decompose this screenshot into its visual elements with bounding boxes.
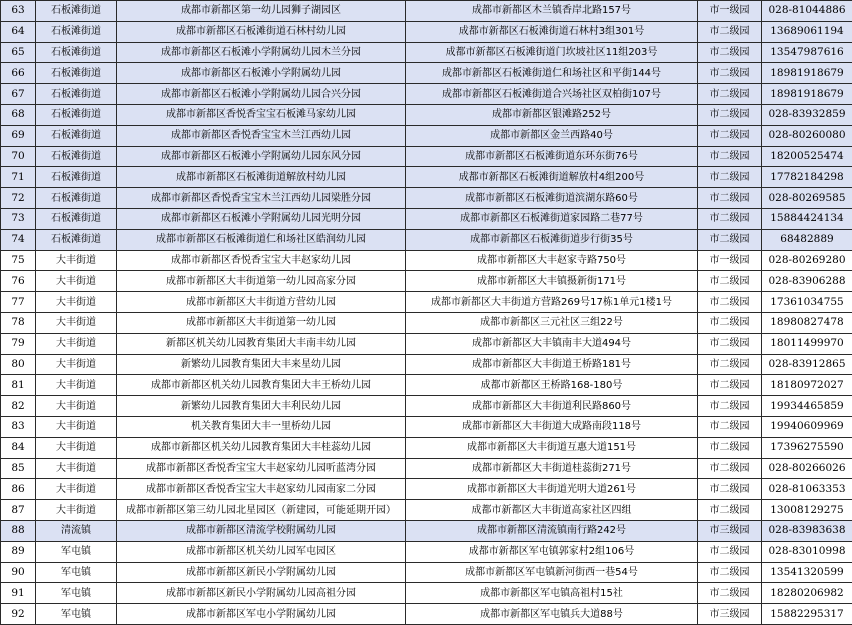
cell-street: 石板滩街道 [36,42,117,63]
cell-level: 市二级园 [698,167,762,188]
cell-address: 成都市新都区大丰镇摄新街171号 [406,271,698,292]
cell-street: 石板滩街道 [36,104,117,125]
cell-level: 市一级园 [698,250,762,271]
cell-number: 71 [1,167,36,188]
cell-address: 成都市新都区木兰镇香岸北路157号 [406,1,698,22]
cell-phone: 028-81063353 [762,479,852,500]
cell-address: 成都市新都区石板滩街道东环东街76号 [406,146,698,167]
cell-address: 成都市新都区军屯镇郭家村2组106号 [406,541,698,562]
cell-number: 70 [1,146,36,167]
cell-number: 89 [1,541,36,562]
cell-number: 87 [1,500,36,521]
cell-street: 大丰街道 [36,437,117,458]
cell-kindergarten-name: 成都市新都区石板滩小学附属幼儿园光明分园 [117,208,406,229]
cell-street: 石板滩街道 [36,188,117,209]
cell-kindergarten-name: 成都市新都区香悦香宝宝木兰江西幼儿园 [117,125,406,146]
cell-kindergarten-name: 机关教育集团大丰一里桥幼儿园 [117,416,406,437]
cell-address: 成都市新都区大丰街道方营路269号17栋1单元1楼1号 [406,292,698,313]
cell-phone: 028-83912865 [762,354,852,375]
cell-phone: 028-83906288 [762,271,852,292]
table-row [1,125,852,146]
cell-kindergarten-name: 成都市新都区大丰街道第一幼儿园高家分园 [117,271,406,292]
table-row [1,63,852,84]
table-row [1,84,852,105]
cell-phone: 17396275590 [762,437,852,458]
cell-number: 67 [1,84,36,105]
cell-number: 77 [1,292,36,313]
cell-number: 80 [1,354,36,375]
cell-number: 90 [1,562,36,583]
cell-address: 成都市新都区石板滩街道仁和场社区和平街144号 [406,63,698,84]
table-row [1,562,852,583]
table-row [1,437,852,458]
cell-phone: 13689061194 [762,21,852,42]
cell-kindergarten-name: 成都市新都区香悦香宝宝木兰江西幼儿园梁胜分园 [117,188,406,209]
cell-level: 市二级园 [698,416,762,437]
cell-level: 市二级园 [698,208,762,229]
cell-address: 成都市新都区大丰街道光明大道261号 [406,479,698,500]
cell-phone: 028-80269280 [762,250,852,271]
cell-level: 市二级园 [698,21,762,42]
cell-level: 市二级园 [698,375,762,396]
cell-street: 大丰街道 [36,479,117,500]
cell-street: 军屯镇 [36,583,117,604]
cell-level: 市二级园 [698,271,762,292]
cell-level: 市一级园 [698,1,762,22]
cell-kindergarten-name: 新都区机关幼儿园教育集团大丰南丰幼儿园 [117,333,406,354]
cell-address: 成都市新都区银滩路252号 [406,104,698,125]
table-row [1,42,852,63]
cell-phone: 18280206982 [762,583,852,604]
cell-number: 76 [1,271,36,292]
table-row [1,229,852,250]
cell-address: 成都市新都区金兰西路40号 [406,125,698,146]
cell-level: 市二级园 [698,541,762,562]
cell-kindergarten-name: 成都市新都区机关幼儿园军屯园区 [117,541,406,562]
cell-phone: 18980827478 [762,312,852,333]
cell-street: 军屯镇 [36,604,117,625]
cell-number: 72 [1,188,36,209]
cell-street: 大丰街道 [36,292,117,313]
cell-street: 大丰街道 [36,271,117,292]
cell-phone: 028-81044886 [762,1,852,22]
cell-number: 92 [1,604,36,625]
table-row [1,354,852,375]
cell-street: 大丰街道 [36,333,117,354]
cell-address: 成都市新都区石板滩街道家园路二巷77号 [406,208,698,229]
cell-phone: 68482889 [762,229,852,250]
cell-level: 市二级园 [698,583,762,604]
cell-number: 63 [1,1,36,22]
cell-street: 大丰街道 [36,250,117,271]
cell-kindergarten-name: 成都市新都区大丰街道方营幼儿园 [117,292,406,313]
cell-phone: 028-80269585 [762,188,852,209]
cell-level: 市二级园 [698,146,762,167]
cell-kindergarten-name: 成都市新都区石板滩小学附属幼儿园 [117,63,406,84]
cell-level: 市二级园 [698,104,762,125]
cell-kindergarten-name: 成都市新都区石板滩小学附属幼儿园合兴分园 [117,84,406,105]
table-row [1,1,852,22]
table-row [1,604,852,625]
cell-number: 69 [1,125,36,146]
cell-street: 大丰街道 [36,312,117,333]
cell-level: 市二级园 [698,500,762,521]
cell-kindergarten-name: 成都市新都区新民小学附属幼儿园 [117,562,406,583]
cell-kindergarten-name: 成都市新都区石板滩街道仁和场社区皓润幼儿园 [117,229,406,250]
cell-address: 成都市新都区石板滩街道滨湖东路60号 [406,188,698,209]
table-row [1,396,852,417]
cell-kindergarten-name: 成都市新都区军屯小学附属幼儿园 [117,604,406,625]
cell-street: 石板滩街道 [36,125,117,146]
cell-address: 成都市新都区石板滩街道解放村4组200号 [406,167,698,188]
cell-kindergarten-name: 成都市新都区香悦香宝宝大丰赵家幼儿园南家二分园 [117,479,406,500]
cell-kindergarten-name: 新繁幼儿园教育集团大丰来星幼儿园 [117,354,406,375]
cell-number: 91 [1,583,36,604]
cell-address: 成都市新都区石板滩街道合兴场社区双柏街107号 [406,84,698,105]
cell-address: 成都市新都区清流镇南行路242号 [406,520,698,541]
cell-address: 成都市新都区大丰街道王桥路181号 [406,354,698,375]
cell-level: 市二级园 [698,437,762,458]
cell-number: 83 [1,416,36,437]
cell-address: 成都市新都区三元社区三组22号 [406,312,698,333]
cell-street: 大丰街道 [36,500,117,521]
cell-address: 成都市新都区军屯镇兵大道88号 [406,604,698,625]
cell-kindergarten-name: 新繁幼儿园教育集团大丰利民幼儿园 [117,396,406,417]
cell-address: 成都市新都区军屯镇高祖村15社 [406,583,698,604]
table-row [1,250,852,271]
cell-address: 成都市新都区大丰街道桂蕊街271号 [406,458,698,479]
cell-street: 石板滩街道 [36,84,117,105]
cell-kindergarten-name: 成都市新都区石板滩小学附属幼儿园东风分园 [117,146,406,167]
cell-street: 大丰街道 [36,354,117,375]
cell-street: 大丰街道 [36,375,117,396]
cell-street: 军屯镇 [36,541,117,562]
cell-kindergarten-name: 成都市新都区石板滩小学附属幼儿园木兰分园 [117,42,406,63]
cell-address: 成都市新都区大丰街道互惠大道151号 [406,437,698,458]
table-row [1,541,852,562]
cell-level: 市二级园 [698,333,762,354]
cell-number: 78 [1,312,36,333]
cell-number: 73 [1,208,36,229]
cell-kindergarten-name: 成都市新都区第一幼儿园狮子湖园区 [117,1,406,22]
cell-phone: 18981918679 [762,84,852,105]
cell-kindergarten-name: 成都市新都区石板滩街道石林村幼儿园 [117,21,406,42]
cell-level: 市二级园 [698,312,762,333]
table-row [1,146,852,167]
cell-phone: 15882295317 [762,604,852,625]
cell-level: 市二级园 [698,396,762,417]
cell-number: 79 [1,333,36,354]
cell-phone: 15884424134 [762,208,852,229]
cell-level: 市二级园 [698,292,762,313]
cell-number: 86 [1,479,36,500]
cell-number: 88 [1,520,36,541]
cell-level: 市二级园 [698,42,762,63]
cell-street: 大丰街道 [36,458,117,479]
table-row [1,458,852,479]
cell-phone: 13541320599 [762,562,852,583]
table-row [1,375,852,396]
cell-level: 市二级园 [698,562,762,583]
cell-number: 85 [1,458,36,479]
cell-kindergarten-name: 成都市新都区机关幼儿园教育集团大丰王桥幼儿园 [117,375,406,396]
cell-kindergarten-name: 成都市新都区香悦香宝宝石板滩马家幼儿园 [117,104,406,125]
cell-phone: 028-83010998 [762,541,852,562]
table-row [1,479,852,500]
cell-phone: 18180972027 [762,375,852,396]
table-row [1,500,852,521]
cell-kindergarten-name: 成都市新都区石板滩街道解放村幼儿园 [117,167,406,188]
cell-level: 市二级园 [698,188,762,209]
cell-kindergarten-name: 成都市新都区清流学校附属幼儿园 [117,520,406,541]
cell-address: 成都市新都区石板滩街道石林村3组301号 [406,21,698,42]
cell-kindergarten-name: 成都市新都区机关幼儿园教育集团大丰桂蕊幼儿园 [117,437,406,458]
cell-kindergarten-name: 成都市新都区第三幼儿园北星园区（新建园，可能延期开园） [117,500,406,521]
cell-street: 清流镇 [36,520,117,541]
cell-phone: 13008129275 [762,500,852,521]
cell-address: 成都市新都区大丰镇南丰大道494号 [406,333,698,354]
cell-level: 市二级园 [698,125,762,146]
cell-number: 66 [1,63,36,84]
table-row [1,292,852,313]
cell-address: 成都市新都区石板滩街道步行街35号 [406,229,698,250]
cell-level: 市二级园 [698,63,762,84]
cell-level: 市三级园 [698,520,762,541]
cell-phone: 028-80266026 [762,458,852,479]
cell-street: 大丰街道 [36,396,117,417]
table-row [1,312,852,333]
cell-phone: 028-80260080 [762,125,852,146]
table-row [1,21,852,42]
cell-street: 大丰街道 [36,416,117,437]
table-row [1,416,852,437]
cell-address: 成都市新都区王桥路168-180号 [406,375,698,396]
cell-street: 石板滩街道 [36,208,117,229]
table-row [1,167,852,188]
cell-level: 市二级园 [698,458,762,479]
cell-level: 市二级园 [698,354,762,375]
table-row [1,188,852,209]
cell-level: 市三级园 [698,604,762,625]
table-row [1,333,852,354]
table-row [1,104,852,125]
table-row [1,208,852,229]
cell-number: 65 [1,42,36,63]
cell-number: 82 [1,396,36,417]
cell-address: 成都市新都区石板滩街道门坎坡社区11组203号 [406,42,698,63]
cell-phone: 028-83932859 [762,104,852,125]
cell-number: 81 [1,375,36,396]
cell-phone: 17782184298 [762,167,852,188]
cell-address: 成都市新都区大丰赵家寺路750号 [406,250,698,271]
cell-kindergarten-name: 成都市新都区香悦香宝宝大丰赵家幼儿园听蓝湾分园 [117,458,406,479]
cell-phone: 19940609969 [762,416,852,437]
cell-address: 成都市新都区大丰街道利民路860号 [406,396,698,417]
cell-street: 石板滩街道 [36,21,117,42]
cell-phone: 18011499970 [762,333,852,354]
cell-address: 成都市新都区大丰街道高家社区四组 [406,500,698,521]
cell-phone: 13547987616 [762,42,852,63]
cell-kindergarten-name: 成都市新都区香悦香宝宝大丰赵家幼儿园 [117,250,406,271]
cell-address: 成都市新都区大丰街道大成路南段118号 [406,416,698,437]
cell-number: 64 [1,21,36,42]
cell-street: 石板滩街道 [36,63,117,84]
cell-street: 石板滩街道 [36,167,117,188]
table-row [1,583,852,604]
cell-street: 军屯镇 [36,562,117,583]
cell-street: 石板滩街道 [36,229,117,250]
cell-kindergarten-name: 成都市新都区大丰街道第一幼儿园 [117,312,406,333]
cell-phone: 18981918679 [762,63,852,84]
cell-kindergarten-name: 成都市新都区新民小学附属幼儿园高祖分园 [117,583,406,604]
cell-level: 市二级园 [698,479,762,500]
cell-phone: 17361034755 [762,292,852,313]
cell-number: 68 [1,104,36,125]
cell-phone: 19934465859 [762,396,852,417]
cell-number: 75 [1,250,36,271]
cell-level: 市二级园 [698,84,762,105]
cell-address: 成都市新都区军屯镇新河街西一巷54号 [406,562,698,583]
cell-phone: 028-83983638 [762,520,852,541]
table-body [1,1,852,625]
cell-number: 74 [1,229,36,250]
table-row [1,520,852,541]
cell-street: 石板滩街道 [36,146,117,167]
cell-street: 石板滩街道 [36,1,117,22]
table-row [1,271,852,292]
cell-phone: 18200525474 [762,146,852,167]
cell-level: 市二级园 [698,229,762,250]
cell-number: 84 [1,437,36,458]
